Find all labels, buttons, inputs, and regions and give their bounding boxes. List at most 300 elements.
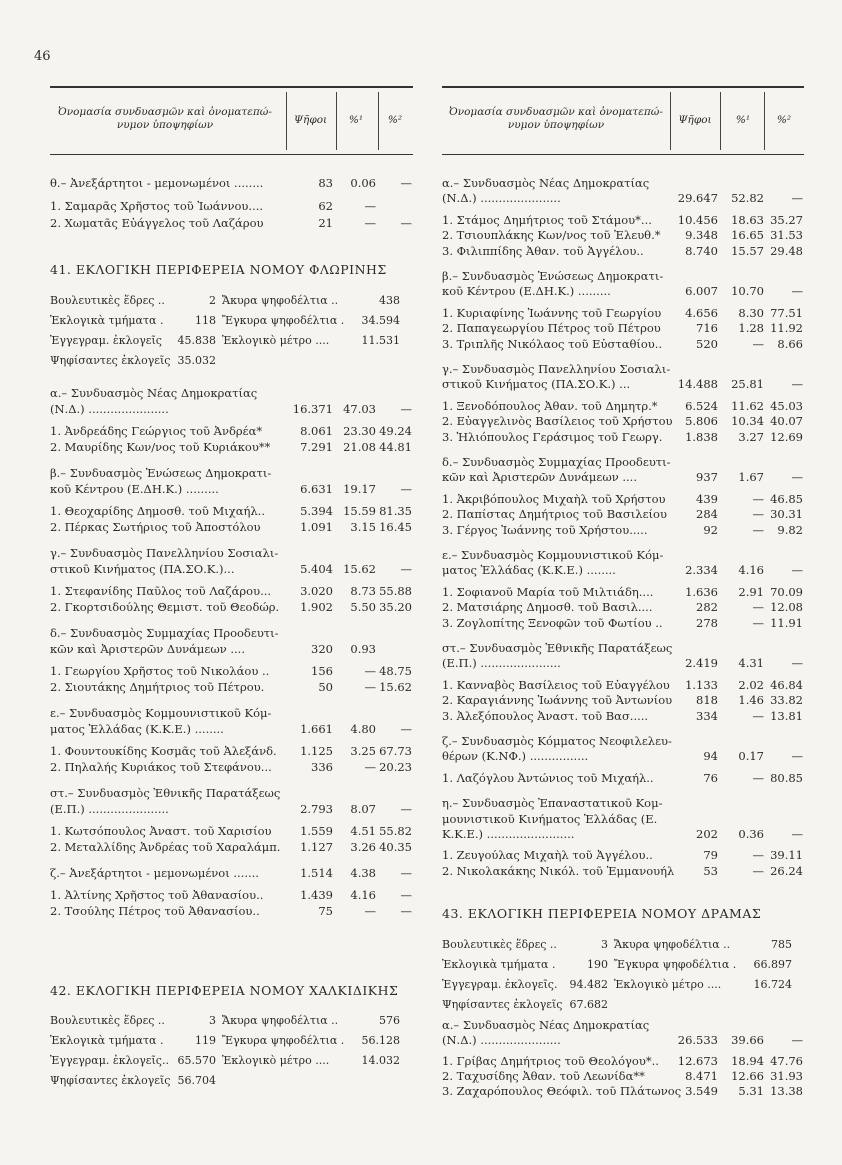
row-name: ε.– Συνδυασμὸς Κομμουνιστικοῦ Κόμ- <box>442 548 664 562</box>
row-pct2: 13.38 <box>770 1084 803 1098</box>
row-pct2: 48.75 <box>379 664 412 678</box>
meta-value: 14.032 <box>361 1054 400 1067</box>
table-row <box>50 840 413 855</box>
meta-value: 16.724 <box>753 978 792 991</box>
row-pct2: — <box>400 802 412 816</box>
page-number: 46 <box>34 49 51 64</box>
row-votes: 9.348 <box>685 228 718 243</box>
row-pct1: — <box>752 863 764 878</box>
row-votes: 1.133 <box>685 677 718 692</box>
meta-value: 94.482 <box>569 978 608 991</box>
table-row <box>50 786 413 801</box>
row-name: 2. Πέρκας Σωτήριος τοῦ Ἀποστόλου <box>50 520 261 534</box>
row-name: κῶν καὶ Ἀριστερῶν Δυνάμεων .... <box>442 470 637 485</box>
row-name: α.– Συνδυασμὸς Νέας Δημοκρατίας <box>442 176 650 190</box>
row-votes: 282 <box>696 600 718 615</box>
row-pct2: 12.08 <box>770 600 803 615</box>
row-name: (Ε.Π.) ...................... <box>442 656 561 671</box>
row-votes: 8.061 <box>300 424 333 438</box>
row-name: 2. Καραγιάννης Ἰωάννης τοῦ Ἀντωνίου <box>442 693 673 708</box>
row-name: 1. Γρίβας Δημήτριος τοῦ Θεολόγου*.. <box>442 1054 659 1068</box>
row-votes: 439 <box>696 491 718 506</box>
row-pct2: 46.84 <box>770 677 803 692</box>
row-name: ματος Ἑλλάδας (Κ.Κ.Ε.) ........ <box>50 722 224 736</box>
table-row <box>50 199 413 214</box>
row-name: Κ.Κ.Ε.) ........................ <box>442 827 575 841</box>
table-row <box>50 562 413 577</box>
row-votes: 6.007 <box>685 284 718 299</box>
row-pct1: 1.67 <box>738 470 764 485</box>
row-pct2: — <box>400 562 412 576</box>
meta-label: Ἐκλογικὰ τμήματα . <box>50 1034 164 1047</box>
table-row <box>442 641 804 656</box>
row-pct1: 23.30 <box>343 424 376 438</box>
row-votes: 1.439 <box>300 888 333 902</box>
table-row <box>442 362 804 377</box>
row-pct2: — <box>791 470 803 485</box>
table-row <box>442 709 804 724</box>
row-votes: 278 <box>696 615 718 630</box>
row-name: α.– Συνδυασμὸς Νέας Δημοκρατίας <box>50 386 258 400</box>
row-pct1: 16.65 <box>731 228 764 243</box>
row-name: 1. Κανναβὸς Βασίλειος τοῦ Εὐαγγέλου <box>442 677 670 692</box>
table-row <box>50 904 413 919</box>
row-name: β.– Συνδυασμὸς Ἑνώσεως Δημοκρατι- <box>442 269 664 283</box>
row-pct1: 2.91 <box>738 584 764 599</box>
meta-label: Ἐκλογικὸ μέτρο .... <box>222 334 330 347</box>
row-pct1: 5.31 <box>738 1084 764 1098</box>
row-pct1: 19.17 <box>343 482 376 496</box>
row-pct1: 0.93 <box>350 642 376 656</box>
row-votes: 336 <box>311 760 333 774</box>
row-votes: 94 <box>703 749 718 764</box>
row-votes: 716 <box>696 321 718 336</box>
meta-value: 119 <box>195 1034 216 1047</box>
meta-value: 118 <box>195 314 216 327</box>
row-name: 1. Ἀλτίνης Χρῆστος τοῦ Ἀθανασίου.. <box>50 888 264 902</box>
meta-value: 34.594 <box>361 314 400 327</box>
row-votes: 12.673 <box>677 1054 718 1068</box>
row-votes: 1.127 <box>300 840 333 854</box>
row-pct1: — <box>752 491 764 506</box>
table-row <box>442 548 804 563</box>
meta-value: 35.032 <box>177 354 216 367</box>
row-name: 1. Σαμαρᾶς Χρῆστος τοῦ Ἰωάννου.... <box>50 199 264 213</box>
row-pct2: 67.73 <box>379 744 412 758</box>
meta-value: 67.682 <box>569 998 608 1011</box>
row-votes: 284 <box>696 507 718 522</box>
row-pct1: 15.57 <box>731 243 764 258</box>
meta-label: Ἐκλογικὸ μέτρο .... <box>222 1054 330 1067</box>
header-pct2: %² <box>776 114 792 126</box>
row-votes: 53 <box>703 863 718 878</box>
row-name: 2. Μαυρίδης Κων/νος τοῦ Κυριάκου** <box>50 440 271 454</box>
header-pct1: %¹ <box>735 114 751 126</box>
row-pct2: 39.11 <box>770 848 803 863</box>
row-pct2: — <box>400 866 412 880</box>
table-row <box>50 176 413 191</box>
row-name: 3. Ἀλεξόπουλος Ἀναστ. τοῦ Βασ..... <box>442 708 649 723</box>
meta-value: 2 <box>209 294 216 307</box>
row-pct1: 15.62 <box>343 562 376 576</box>
row-pct1: — <box>364 216 376 230</box>
row-pct2: 31.93 <box>770 1069 803 1083</box>
meta-label: Ψηφίσαντες ἐκλογεῖς <box>50 354 171 367</box>
row-name: 1. Γεωργίου Χρῆστος τοῦ Νικολάου .. <box>50 664 270 678</box>
row-name: στ.– Συνδυασμὸς Ἐθνικῆς Παρατάξεως <box>442 641 673 655</box>
row-pct1: 18.94 <box>731 1054 764 1068</box>
row-pct2: 35.27 <box>770 212 803 227</box>
row-pct2: 49.24 <box>379 424 412 438</box>
table-row <box>442 337 804 352</box>
header-votes: Ψῆφοι <box>293 114 328 126</box>
row-name: 1. Στάμος Δημήτριος τοῦ Στάμου*... <box>442 212 652 227</box>
row-votes: 6.631 <box>300 482 333 496</box>
row-pct1: 8.73 <box>350 584 376 598</box>
row-pct2: — <box>400 216 412 230</box>
row-votes: 50 <box>318 680 333 694</box>
meta-value: 438 <box>379 294 400 307</box>
table-header <box>442 86 804 155</box>
row-pct2: 26.24 <box>770 863 803 878</box>
table-row <box>442 656 804 671</box>
row-pct2: — <box>791 191 803 206</box>
row-name: α.– Συνδυασμὸς Νέας Δημοκρατίας <box>442 1018 650 1032</box>
row-pct2: — <box>400 888 412 902</box>
row-name: δ.– Συνδυασμὸς Συμμαχίας Προοδευτι- <box>442 455 671 469</box>
row-pct2: 70.09 <box>770 584 803 599</box>
meta-label: Ἐκλογικὸ μέτρο .... <box>614 978 722 991</box>
row-votes: 83 <box>318 176 333 190</box>
row-name: (Ν.Δ.) ...................... <box>50 402 169 416</box>
meta-value: 3 <box>601 938 608 951</box>
header-pct2: %² <box>387 114 403 126</box>
row-name: κῶν καὶ Ἀριστερῶν Δυνάμεων .... <box>50 642 245 656</box>
row-pct1: — <box>364 664 376 678</box>
row-pct2: 8.66 <box>777 336 803 351</box>
row-name: η.– Συνδυασμὸς Ἐπαναστατικοῦ Κομ- <box>442 796 663 811</box>
table-row <box>50 744 413 759</box>
row-pct2: 29.48 <box>770 243 803 258</box>
meta-value: 576 <box>379 1014 400 1027</box>
row-pct2: 47.76 <box>770 1054 803 1068</box>
table-row <box>442 1033 804 1048</box>
table-row <box>50 626 413 641</box>
row-votes: 92 <box>703 522 718 537</box>
row-name: κοῦ Κέντρου (Ε.ΔΗ.Κ.) ......... <box>50 482 219 496</box>
table-row <box>50 402 413 417</box>
row-votes: 937 <box>696 470 718 485</box>
table-row <box>50 888 413 903</box>
row-pct2: 45.03 <box>770 398 803 413</box>
row-pct1: — <box>364 760 376 774</box>
row-votes: 1.514 <box>300 866 333 880</box>
row-pct1: 3.26 <box>350 840 376 854</box>
row-pct2: — <box>791 749 803 764</box>
row-name: 2. Σιουτάκης Δημήτριος τοῦ Πέτρου. <box>50 680 265 694</box>
row-name: 1. Φουντουκίδης Κοσμᾶς τοῦ Ἀλεξάνδ. <box>50 744 277 758</box>
row-name: στικοῦ Κινήματος (ΠΑ.ΣΟ.Κ.)... <box>50 562 235 576</box>
row-votes: 5.806 <box>685 414 718 429</box>
table-row <box>50 760 413 775</box>
row-pct1: 8.30 <box>738 305 764 320</box>
row-pct1: 1.28 <box>738 321 764 336</box>
row-pct2: 80.85 <box>770 770 803 785</box>
row-pct1: 4.16 <box>738 563 764 578</box>
table-row <box>442 492 804 507</box>
meta-label: Ἄκυρα ψηφοδέλτια .. <box>614 938 731 951</box>
row-name: 2. Ματσιάρης Δημοσθ. τοῦ Βασιλ.... <box>442 600 653 615</box>
table-row <box>50 546 413 561</box>
row-pct1: — <box>364 904 376 918</box>
meta-value: 45.838 <box>177 334 216 347</box>
row-pct2: 31.53 <box>770 228 803 243</box>
table-row <box>442 678 804 693</box>
row-votes: 29.647 <box>677 191 718 206</box>
row-name: 1. Ἀκριβόπουλος Μιχαὴλ τοῦ Χρήστου <box>442 491 666 506</box>
row-name: 2. Νικολακάκης Νικόλ. τοῦ Ἐμμανουήλ <box>442 863 675 878</box>
row-pct1: 12.66 <box>731 1069 764 1083</box>
row-pct2: 16.45 <box>379 520 412 534</box>
row-pct2: — <box>400 722 412 736</box>
header-votes: Ψῆφοι <box>678 114 712 126</box>
table-row <box>50 866 413 881</box>
row-votes: 7.291 <box>300 440 333 454</box>
row-pct2: 20.23 <box>379 760 412 774</box>
row-votes: 320 <box>311 642 333 656</box>
table-row <box>442 563 804 578</box>
row-name: 2. Γκορτσιδούλης Θεμιστ. τοῦ Θεοδώρ. <box>50 600 280 614</box>
row-name: 2. Τσούλης Πέτρος τοῦ Ἀθανασίου.. <box>50 904 260 918</box>
row-votes: 16.371 <box>292 402 333 416</box>
row-pct2: — <box>400 402 412 416</box>
meta-value: 65.570 <box>177 1054 216 1067</box>
row-pct1: — <box>364 680 376 694</box>
row-votes: 2.419 <box>685 656 718 671</box>
row-pct2: 11.92 <box>770 321 803 336</box>
row-pct1: 5.50 <box>350 600 376 614</box>
row-pct1: 1.46 <box>738 693 764 708</box>
table-row <box>442 1054 804 1069</box>
table-row <box>442 1069 804 1084</box>
table-row <box>50 440 413 455</box>
row-pct2: 55.82 <box>379 824 412 838</box>
table-row <box>442 377 804 392</box>
row-pct1: 2.02 <box>738 677 764 692</box>
row-votes: 2.793 <box>300 802 333 816</box>
meta-label: Ἔγκυρα ψηφοδέλτια . <box>222 314 345 327</box>
table-row <box>442 191 804 206</box>
meta-label: Ἄκυρα ψηφοδέλτια .. <box>222 294 339 307</box>
row-name: 2. Παπαγεωργίου Πέτρος τοῦ Πέτρου <box>442 321 661 336</box>
row-name: δ.– Συνδυασμὸς Συμμαχίας Προοδευτι- <box>50 626 279 640</box>
row-name: γ.– Συνδυασμὸς Πανελληνίου Σοσιαλι- <box>50 546 279 560</box>
row-name: 1. Θεοχαρίδης Δημοσθ. τοῦ Μιχαήλ.. <box>50 504 265 518</box>
row-votes: 76 <box>703 770 718 785</box>
table-row <box>50 642 413 657</box>
meta-value: 190 <box>587 958 608 971</box>
row-pct1: 0.17 <box>738 749 764 764</box>
row-name: 1. Ζευγούλας Μιχαὴλ τοῦ Ἀγγέλου.. <box>442 848 653 863</box>
row-name: ζ.– Ἀνεξάρτητοι - μεμονωμένοι ....... <box>50 866 259 880</box>
table-row <box>442 470 804 485</box>
row-name: 3. Ζογλοπίτης Ξενοφῶν τοῦ Φωτίου .. <box>442 615 663 630</box>
row-name: 3. Ἡλιόπουλος Γεράσιμος τοῦ Γεωργ. <box>442 429 663 444</box>
row-votes: 8.471 <box>685 1069 718 1083</box>
table-row <box>50 504 413 519</box>
row-pct2: 15.62 <box>379 680 412 694</box>
table-row <box>442 507 804 522</box>
row-votes: 156 <box>311 664 333 678</box>
header-pct1: %¹ <box>348 114 364 126</box>
row-pct2: 40.35 <box>379 840 412 854</box>
table-row <box>442 523 804 538</box>
table-row <box>50 824 413 839</box>
row-name: 1. Ἀνδρεάδης Γεώργιος τοῦ Ἀνδρέα* <box>50 424 263 438</box>
meta-value: 3 <box>209 1014 216 1027</box>
row-name: 2. Παπίστας Δημήτριος τοῦ Βασιλείου <box>442 507 667 522</box>
row-name: 1. Ξενοδόπουλος Ἀθαν. τοῦ Δημητρ.* <box>442 398 658 413</box>
meta-value: 785 <box>771 938 792 951</box>
row-votes: 75 <box>318 904 333 918</box>
row-name: ε.– Συνδυασμὸς Κομμουνιστικοῦ Κόμ- <box>50 706 272 720</box>
row-pct2: 11.91 <box>770 615 803 630</box>
row-name: (Ν.Δ.) ...................... <box>442 191 561 206</box>
row-pct2: 13.81 <box>770 708 803 723</box>
row-pct1: — <box>364 199 376 213</box>
row-name: 1. Λαζόγλου Ἀντώνιος τοῦ Μιχαήλ.. <box>442 770 654 785</box>
row-name: κοῦ Κέντρου (Ε.ΔΗ.Κ.) ......... <box>442 284 611 299</box>
meta-label: Ψηφίσαντες ἐκλογεῖς <box>50 1074 171 1087</box>
table-row <box>50 706 413 721</box>
row-votes: 1.902 <box>300 600 333 614</box>
table-row <box>442 734 804 749</box>
table-row <box>442 812 804 827</box>
table-row <box>50 216 413 231</box>
row-pct1: 4.38 <box>350 866 376 880</box>
meta-label: Ἐκλογικὰ τμήματα . <box>442 958 556 971</box>
row-pct2: — <box>791 827 803 841</box>
row-name: 2. Ταχυσίδης Ἀθαν. τοῦ Λεωνίδα** <box>442 1069 645 1083</box>
row-votes: 4.656 <box>685 305 718 320</box>
row-pct2: — <box>791 563 803 578</box>
table-row <box>50 466 413 481</box>
row-votes: 1.559 <box>300 824 333 838</box>
row-pct1: — <box>752 600 764 615</box>
table-row <box>50 520 413 535</box>
row-votes: 2.334 <box>685 563 718 578</box>
row-name: 2. Εὐαγγελινὸς Βασίλειος τοῦ Χρήστου <box>442 414 673 429</box>
row-name: ματος Ἑλλάδας (Κ.Κ.Ε.) ........ <box>442 563 616 578</box>
table-row <box>442 693 804 708</box>
left-column <box>50 86 413 1087</box>
table-row <box>442 600 804 615</box>
row-pct2: — <box>791 656 803 671</box>
row-name: (Ν.Δ.) ...................... <box>442 1033 561 1047</box>
row-pct2: 9.82 <box>777 522 803 537</box>
row-pct2: — <box>400 482 412 496</box>
table-row <box>442 414 804 429</box>
meta-value: 66.897 <box>753 958 792 971</box>
meta-value: 56.704 <box>177 1074 216 1087</box>
row-pct1: — <box>752 336 764 351</box>
row-pct1: 25.81 <box>731 377 764 392</box>
table-row <box>442 848 804 863</box>
table-row <box>442 430 804 445</box>
row-votes: 1.125 <box>300 744 333 758</box>
meta-value: 11.531 <box>361 334 400 347</box>
table-row <box>442 1084 804 1099</box>
meta-label: Βουλευτικὲς ἕδρες .. <box>442 938 557 951</box>
table-row <box>50 482 413 497</box>
row-pct2: — <box>791 1033 803 1047</box>
right-column <box>442 86 804 1098</box>
table-row <box>442 864 804 879</box>
meta-label: Ἔγκυρα ψηφοδέλτια . <box>222 1034 345 1047</box>
row-name: 3. Φιλιππίδης Ἀθαν. τοῦ Ἀγγέλου.. <box>442 243 644 258</box>
row-pct1: — <box>752 770 764 785</box>
row-name: 3. Τριπλῆς Νικόλαος τοῦ Εὐσταθίου.. <box>442 336 663 351</box>
table-row <box>50 680 413 695</box>
table-row <box>50 722 413 737</box>
table-row <box>442 213 804 228</box>
row-votes: 1.661 <box>300 722 333 736</box>
row-pct1: 10.34 <box>731 414 764 429</box>
row-name: 2. Πηλαλής Κυριάκος τοῦ Στεφάνου... <box>50 760 272 774</box>
table-row <box>442 306 804 321</box>
row-pct2: 35.20 <box>379 600 412 614</box>
meta-label: Ψηφίσαντες ἐκλογεῖς <box>442 998 563 1011</box>
table-row <box>442 1018 804 1033</box>
table-row <box>50 802 413 817</box>
row-pct2: 33.82 <box>770 693 803 708</box>
row-pct1: 10.70 <box>731 284 764 299</box>
row-pct2: — <box>400 904 412 918</box>
meta-label: Ἐγγεγραμ. ἐκλογεῖς. <box>442 978 558 991</box>
row-name: ζ.– Συνδυασμὸς Κόμματος Νεοφιλελευ- <box>442 734 672 748</box>
table-header <box>50 86 413 155</box>
meta-label: Ἔγκυρα ψηφοδέλτια . <box>614 958 737 971</box>
row-votes: 5.394 <box>300 504 333 518</box>
row-pct2: — <box>400 176 412 190</box>
row-pct2: — <box>791 377 803 392</box>
row-votes: 79 <box>703 848 718 863</box>
row-pct1: 21.08 <box>343 440 376 454</box>
row-votes: 1.636 <box>685 584 718 599</box>
section-title: 41. ΕΚΛΟΓΙΚΗ ΠΕΡΙΦΕΡΕΙΑ ΝΟΜΟΥ ΦΛΩΡΙΝΗΣ <box>50 262 387 277</box>
row-pct2: 55.88 <box>379 584 412 598</box>
meta-value: 56.128 <box>361 1034 400 1047</box>
row-pct2: 12.69 <box>770 429 803 444</box>
table-row <box>442 284 804 299</box>
row-name: β.– Συνδυασμὸς Ἑνώσεως Δημοκρατι- <box>50 466 272 480</box>
row-pct1: — <box>752 615 764 630</box>
table-row <box>442 321 804 336</box>
row-pct2: 40.07 <box>770 414 803 429</box>
row-votes: 21 <box>318 216 333 230</box>
row-votes: 10.456 <box>677 212 718 227</box>
table-row <box>442 228 804 243</box>
header-name: Ὀνομασία συνδυασμῶν καὶ ὀνοματεπώ- νυμον ὑποψηφίων <box>449 106 663 131</box>
table-row <box>50 424 413 439</box>
row-pct2: 44.81 <box>379 440 412 454</box>
meta-label: Ἐγγεγραμ. ἐκλογεῖς.. <box>50 1054 169 1067</box>
row-pct1: 0.36 <box>738 827 764 841</box>
row-votes: 202 <box>696 827 718 841</box>
row-name: 2. Μεταλλίδης Ἀνδρέας τοῦ Χαραλάμπ. <box>50 840 281 854</box>
row-pct2: 30.31 <box>770 507 803 522</box>
row-pct1: 4.80 <box>350 722 376 736</box>
